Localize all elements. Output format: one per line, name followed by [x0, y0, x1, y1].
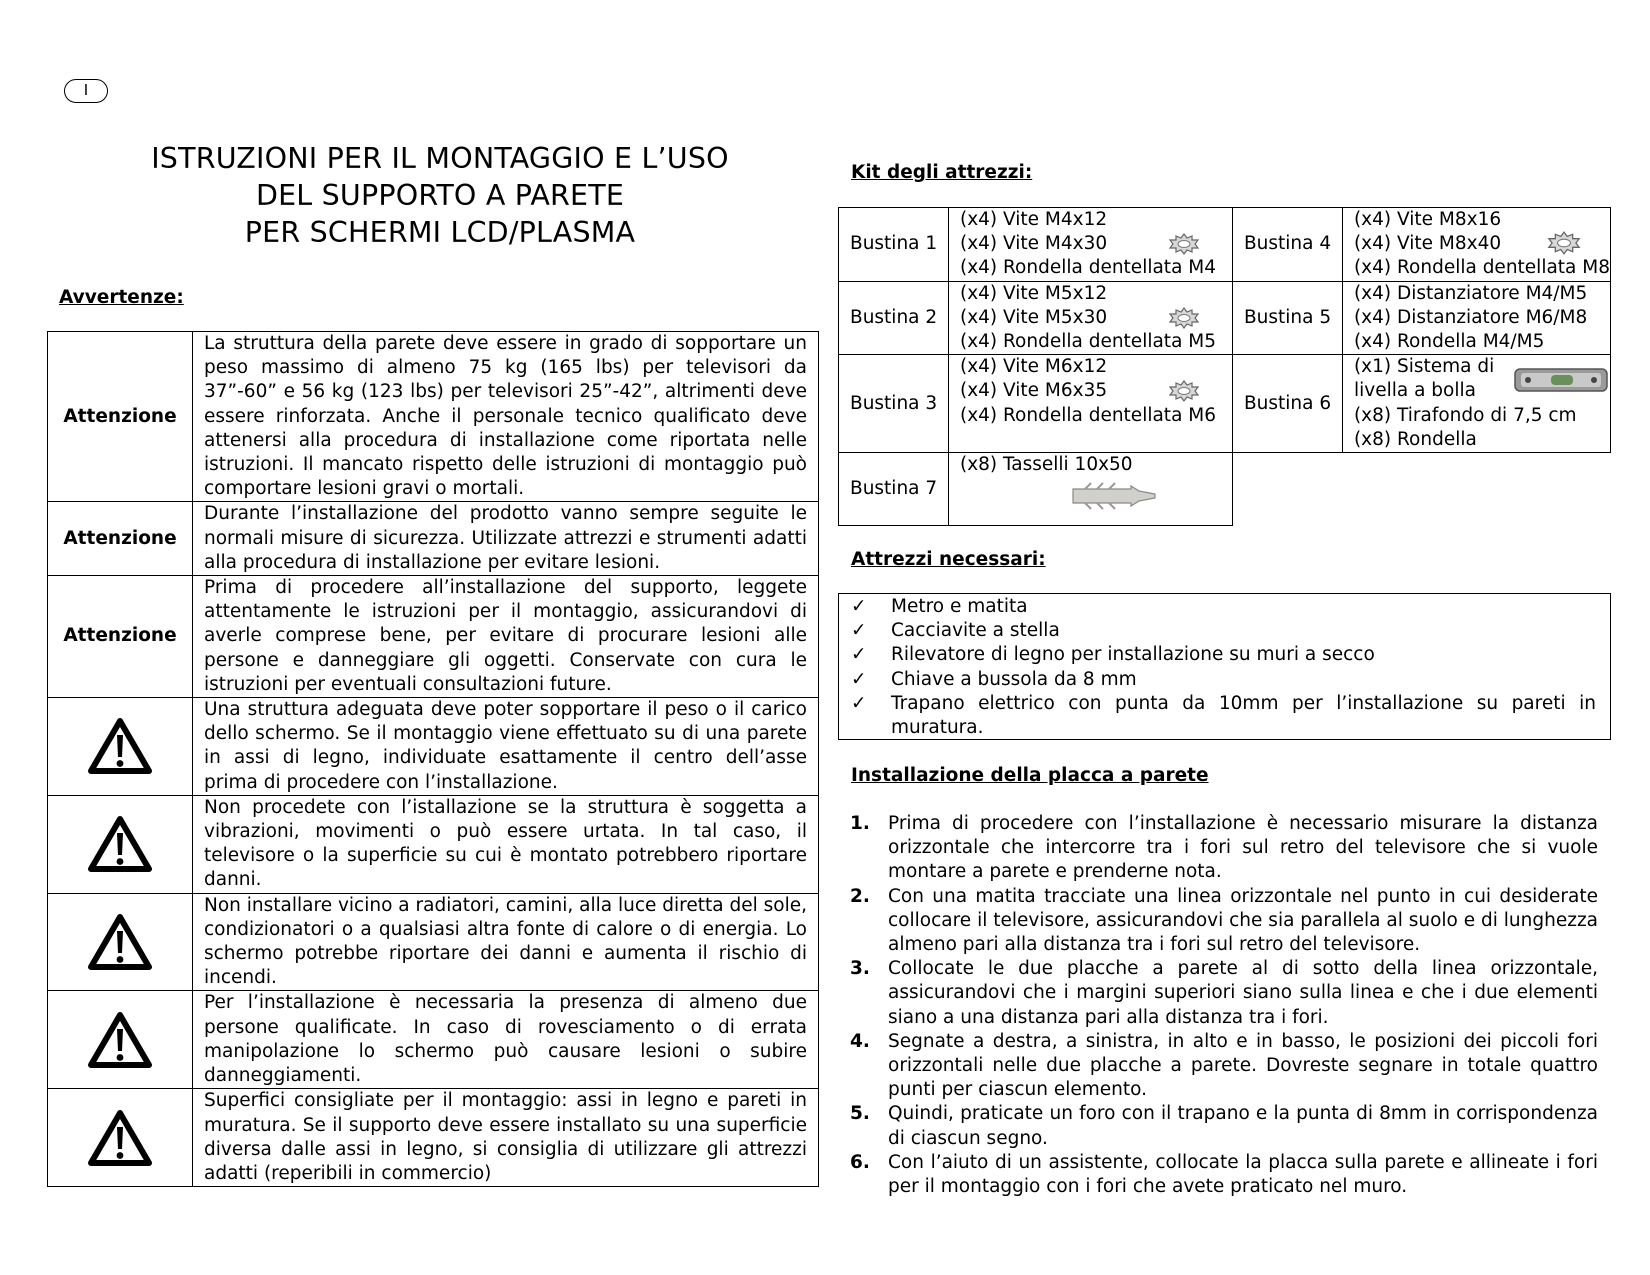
list-item: [839, 595, 1610, 619]
list-item: [850, 1030, 1598, 1103]
warning-label: Attenzione: [48, 576, 193, 698]
kit-item: (x4) Rondella M4/M5: [1353, 331, 1545, 353]
kit-item: (x4) Vite M5x30: [959, 306, 1108, 328]
warning-text: Non procedete con l’istallazione se la struttura è soggetta a vibrazioni, movimenti o può essere urtata. In tal caso, il televisore o la superficie su cui è montato potrebbero riportare danni.: [193, 795, 819, 893]
toothed-washer-icon: [1164, 379, 1204, 403]
tool-text: Metro e matita: [891, 596, 1028, 617]
kit-bag-items: [1342, 355, 1610, 453]
toothed-washer-icon: [1164, 306, 1204, 330]
warning-row: [48, 893, 819, 991]
kit-bag-items: [948, 453, 1232, 526]
kit-bag-items: [1342, 281, 1610, 355]
kit-item: (x4) Vite M8x16: [1353, 209, 1502, 230]
step-number: 2.: [850, 885, 870, 907]
list-item: [850, 957, 1598, 1030]
title-line-1: ISTRUZIONI PER IL MONTAGGIO E L’USO: [151, 142, 729, 175]
kit-bag-label: Bustina 2: [839, 281, 949, 355]
install-heading: Installazione della placca a parete: [851, 765, 1209, 786]
kit-item: (x4) Vite M4x30: [959, 233, 1108, 255]
kit-item: (x8) Tasselli 10x50: [959, 454, 1133, 476]
list-item: [839, 643, 1610, 667]
tools-heading: Attrezzi necessari:: [851, 549, 1046, 570]
kit-item: (x4) Distanziatore M6/M8: [1353, 306, 1588, 328]
warning-text: Non installare vicino a radiatori, camini, alla luce diretta del sole, condizionatori o a qualsiasi altra fonte di calore o di energia. Lo schermo potrebbe riportare dei danni e aumenta il rischio di incendi.: [193, 893, 819, 991]
warning-text: Prima di procedere all’installazione del supporto, leggete attentamente le istruzioni per il montaggio, assicurandovi di averle comprese bene, per evitare di procurare lesioni alle persone e danneggiare gli oggetti. Conservate con cura le istruzioni per eventuali consultazioni future.: [193, 576, 819, 698]
kit-row: [839, 355, 1611, 453]
warning-text: La struttura della parete deve essere in grado di sopportare un peso massimo di almeno 75 kg (165 lbs) per televisori da 37”-60” e 56 kg (123 lbs) per televisori 25”-42”, altrimenti deve essere rinforzata. Anche il personale tecnico qualificato deve attenersi alla procedura di installazione come riportata nelle istruzioni. Il mancato rispetto delle istruzioni di montaggio può comportare lesioni gravi o mortali.: [193, 332, 819, 502]
kit-item: (x4) Rondella dentellata M4: [959, 257, 1217, 279]
warning-text: Per l’installazione è necessaria la presenza di almeno due persone qualificate. In caso di rovesciamento o di errata manipolazione lo schermo può causare lesioni o subire danneggiamenti.: [193, 991, 819, 1089]
check-icon: ✓: [851, 620, 867, 642]
kit-item: (x4) Distanziatore M4/M5: [1353, 282, 1588, 304]
check-icon: ✓: [851, 596, 867, 617]
tool-text: Trapano elettrico con punta da 10mm per l’installazione su pareti in muratura.: [891, 692, 1596, 739]
check-icon: ✓: [851, 668, 867, 690]
list-item: [839, 692, 1610, 740]
step-text: Segnate a destra, a sinistra, in alto e in basso, le posizioni dei piccoli fori orizzontali nelle due placche a parete. Dovreste segnare in totale quattro punti per ciascun elemento.: [888, 1030, 1598, 1101]
kit-bag-items: [1342, 208, 1610, 282]
warnings-table: [47, 331, 819, 1187]
kit-bag-label: Bustina 1: [839, 208, 949, 282]
warning-row: [48, 576, 819, 698]
warning-triangle-icon: [48, 991, 193, 1089]
step-number: 6.: [850, 1151, 870, 1173]
kit-item: (x4) Vite M6x12: [959, 356, 1108, 378]
warning-triangle-icon: [48, 1089, 193, 1187]
spirit-level-icon: [1513, 363, 1609, 397]
title-line-2: DEL SUPPORTO A PARETE: [255, 179, 625, 212]
kit-bag-items: [948, 208, 1232, 282]
kit-bag-label: Bustina 7: [839, 453, 949, 526]
kit-table: [838, 207, 1611, 526]
step-number: 5.: [850, 1103, 870, 1125]
kit-item: (x4) Rondella dentellata M6: [959, 404, 1217, 426]
toothed-washer-icon: [1164, 232, 1204, 256]
kit-bag-label: Bustina 3: [839, 355, 949, 453]
tool-text: Chiave a bussola da 8 mm: [891, 668, 1137, 690]
wall-plug-icon: [1069, 481, 1159, 511]
step-text: Collocate le due placche a parete al di sotto della linea orizzontale, assicurandovi che i margini superiori siano sulla linea e che i due elementi siano a una distanza pari alla distanza tra i fori.: [888, 958, 1598, 1028]
kit-item: (x4) Rondella dentellata M5: [959, 331, 1217, 353]
step-text: Con una matita tracciate una linea orizzontale nel punto in cui desiderate collocare il televisore, assicurandovi che sia parallela al suolo e di lunghezza almeno pari alla distanza tra i fori sul retro del televisore.: [888, 885, 1598, 956]
kit-item: (x4) Vite M4x12: [959, 209, 1108, 230]
list-item: [839, 619, 1610, 643]
kit-item: (x4) Vite M6x35: [959, 380, 1108, 402]
warnings-heading: Avvertenze:: [59, 287, 184, 308]
install-steps: [850, 812, 1598, 1199]
warning-triangle-icon: [48, 795, 193, 893]
kit-row: [839, 453, 1611, 526]
step-number: 1.: [850, 813, 870, 834]
warning-row: [48, 698, 819, 796]
tools-list: [838, 593, 1611, 740]
page-language-badge: I: [64, 79, 108, 103]
warning-triangle-icon: [48, 698, 193, 796]
title-line-3: PER SCHERMI LCD/PLASMA: [244, 216, 636, 249]
page-title: [110, 140, 770, 251]
kit-row: [839, 208, 1611, 282]
step-number: 3.: [850, 958, 870, 980]
list-item: [850, 1151, 1598, 1199]
list-item: [850, 812, 1598, 885]
warning-triangle-icon: [48, 893, 193, 991]
kit-item: (x4) Vite M8x40: [1353, 233, 1502, 255]
kit-bag-items: [948, 355, 1232, 453]
warning-row: [48, 1089, 819, 1187]
check-icon: ✓: [851, 692, 867, 714]
warning-row: [48, 332, 819, 502]
warning-text: Superfici consigliate per il montaggio: assi in legno e pareti in muratura. Se il supporto deve essere installato su una superficie diversa dalle assi in legno, si consiglia di utilizzare gli attrezzi adatti (reperibili in commercio): [193, 1089, 819, 1187]
kit-bag-label: Bustina 4: [1232, 208, 1342, 282]
check-icon: ✓: [851, 644, 867, 666]
warning-row: [48, 991, 819, 1089]
warning-text: Una struttura adeguata deve poter sopportare il peso o il carico dello schermo. Se il montaggio viene effettuato su di una parete in assi di legno, individuate esattamente il centro dell’asse prima di procedere con l’installazione.: [193, 698, 819, 796]
warning-text: Durante l’installazione del prodotto vanno sempre seguite le normali misure di sicurezza. Utilizzate attrezzi e strumenti adatti alla procedura di installazione per evitare lesioni.: [193, 502, 819, 576]
toothed-washer-icon: [1541, 230, 1587, 256]
list-item: [839, 668, 1610, 692]
kit-item: (x8) Rondella: [1353, 428, 1477, 450]
kit-item: (x4) Rondella dentellata M8: [1353, 257, 1610, 279]
kit-bag-label: Bustina 6: [1232, 355, 1342, 453]
kit-bag-items: [948, 281, 1232, 355]
warning-row: [48, 502, 819, 576]
kit-bag-label: Bustina 5: [1232, 281, 1342, 355]
warning-row: [48, 795, 819, 893]
kit-heading: Kit degli attrezzi:: [851, 162, 1033, 183]
kit-item: (x4) Vite M5x12: [959, 282, 1108, 304]
kit-item: (x8) Tirafondo di 7,5 cm: [1353, 404, 1577, 426]
warning-label: Attenzione: [48, 332, 193, 502]
list-item: [850, 1102, 1598, 1150]
kit-item: (x1) Sistema di: [1353, 356, 1495, 378]
kit-row: [839, 281, 1611, 355]
list-item: [850, 885, 1598, 958]
tool-text: Rilevatore di legno per installazione su muri a secco: [891, 644, 1375, 666]
step-text: Prima di procedere con l’installazione è necessario misurare la distanza orizzontale che intercorre tra i fori sul retro del televisore che si vuole montare a parete e prenderne nota.: [888, 813, 1598, 883]
step-text: Con l’aiuto di un assistente, collocate la placca sulla parete e allineate i fori per il montaggio con i fori che avete praticato nel muro.: [888, 1151, 1598, 1198]
kit-item: livella a bolla: [1353, 380, 1476, 402]
step-number: 4.: [850, 1030, 870, 1052]
tool-text: Cacciavite a stella: [891, 620, 1060, 642]
step-text: Quindi, praticate un foro con il trapano e la punta di 8mm in corrispondenza di ciascun segno.: [888, 1103, 1598, 1149]
warning-label: Attenzione: [48, 502, 193, 576]
